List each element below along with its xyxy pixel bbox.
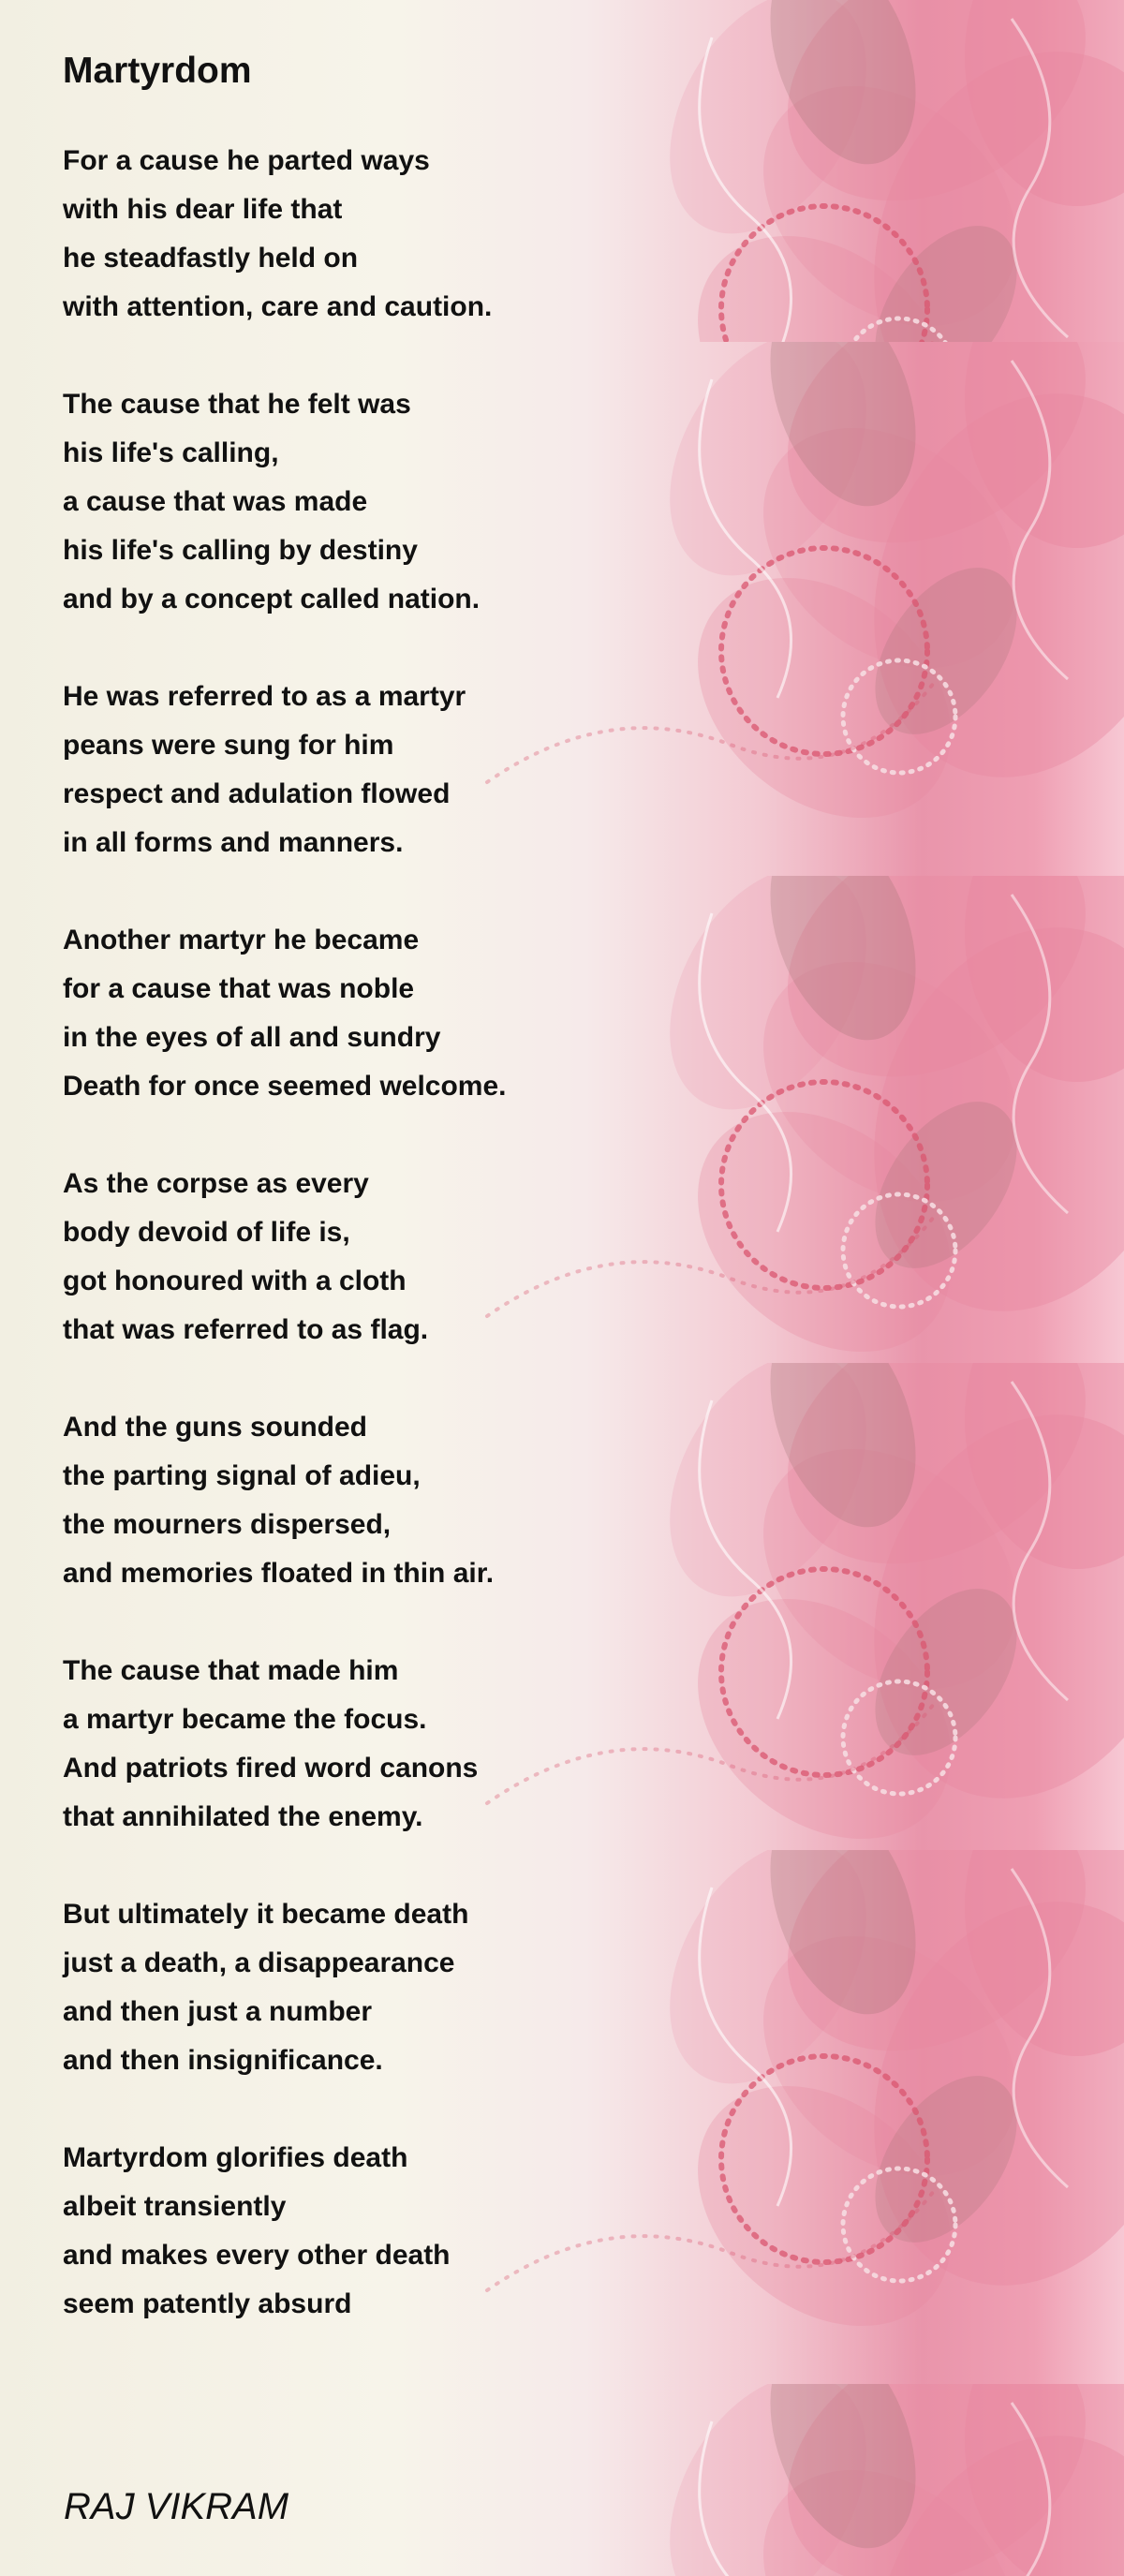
poem-line: For a cause he parted ways [63, 145, 430, 176]
poem-line: and by a concept called nation. [63, 584, 481, 614]
poem-line: Martyrdom glorifies death [63, 2142, 408, 2173]
stanza [63, 2134, 718, 2329]
poem-line: in all forms and manners. [63, 827, 404, 858]
poem-line: got honoured with a cloth [63, 1266, 407, 1296]
poem-line: that was referred to as flag. [63, 1314, 429, 1345]
poem-line: a martyr became the focus. [63, 1704, 427, 1735]
poem-line: As the corpse as every [63, 1168, 369, 1199]
poem-body [63, 49, 718, 2377]
poem-line: And the guns sounded [63, 1412, 367, 1443]
poem-line: seem patently absurd [63, 2288, 352, 2319]
poem-line: with attention, care and caution. [63, 291, 493, 322]
poem-line: for a cause that was noble [63, 973, 415, 1004]
stanza [63, 1160, 718, 1355]
poem-line: peans were sung for him [63, 730, 394, 761]
poem-line: Another martyr he became [63, 925, 420, 955]
poem-line: in the eyes of all and sundry [63, 1022, 441, 1053]
floral-pattern [0, 2384, 1124, 2576]
poem-stanzas [63, 137, 718, 2329]
poem-line: his life's calling by destiny [63, 535, 418, 566]
poem-title: Martyrdom [63, 51, 252, 91]
poem-line: He was referred to as a martyr [63, 681, 466, 712]
poem-line: albeit transiently [63, 2191, 287, 2222]
poem-line: he steadfastly held on [63, 243, 359, 274]
poem-line: and then just a number [63, 1996, 373, 2027]
poem-line: and makes every other death [63, 2240, 451, 2271]
stanza [63, 1890, 718, 2085]
poem-line: the mourners dispersed, [63, 1509, 392, 1540]
background-tile [0, 2384, 1124, 2576]
stanza [63, 673, 718, 867]
poem-line: just a death, a disappearance [63, 1947, 455, 1978]
poem-line: respect and adulation flowed [63, 778, 451, 809]
poem-line: with his dear life that [63, 194, 343, 225]
stanza [63, 380, 718, 624]
poem-line: And patriots fired word canons [63, 1753, 479, 1784]
poem-line: and memories floated in thin air. [63, 1558, 495, 1589]
poem-line: and then insignificance. [63, 2045, 383, 2076]
poem-line: that annihilated the enemy. [63, 1801, 423, 1832]
stanza [63, 1403, 718, 1598]
poem-line: body devoid of life is, [63, 1217, 350, 1248]
stanza [63, 916, 718, 1111]
poem-line: the parting signal of adieu, [63, 1460, 421, 1491]
stanza [63, 137, 718, 332]
poem-line: a cause that was made [63, 486, 368, 517]
poem-line: his life's calling, [63, 437, 279, 468]
poem-line: The cause that he felt was [63, 389, 411, 420]
poem-line: The cause that made him [63, 1655, 399, 1686]
poem-line: But ultimately it became death [63, 1899, 469, 1930]
stanza [63, 1647, 718, 1842]
poem-line: Death for once seemed welcome. [63, 1071, 507, 1102]
poem-author: RAJ VIKRAM [64, 2486, 289, 2527]
